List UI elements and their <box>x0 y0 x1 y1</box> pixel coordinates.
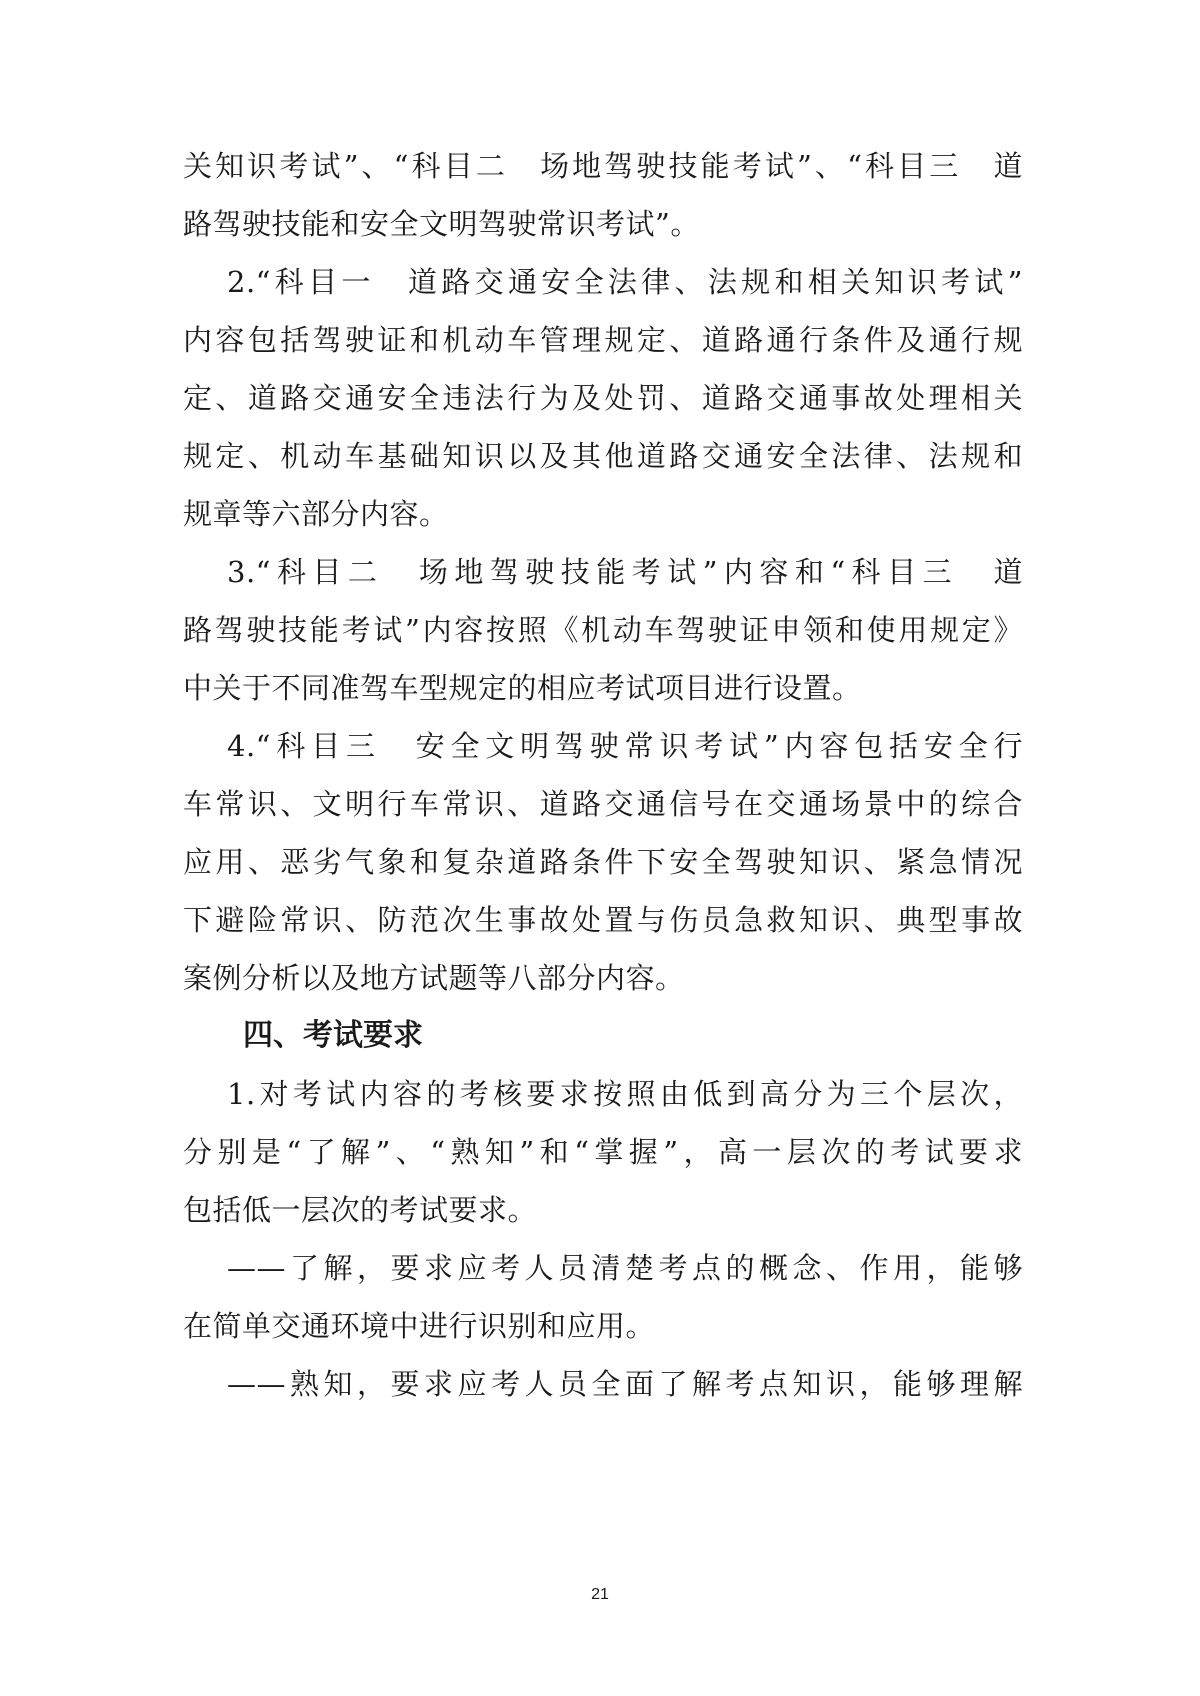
paragraph-2-line-4: 规定、机动车基础知识以及其他道路交通安全法律、法规和 <box>183 439 1023 473</box>
paragraph-3-line-1: 3.“科目二 场地驾驶技能考试”内容和“科目三 道 <box>227 555 1023 589</box>
understand-line-2: 在简单交通环境中进行识别和应用。 <box>183 1309 656 1343</box>
paragraph-4-line-4: 下避险常识、防范次生事故处置与伤员急救知识、典型事故 <box>183 903 1023 937</box>
body-line-2: 路驾驶技能和安全文明驾驶常识考试”。 <box>183 207 700 241</box>
paragraph-3-line-3: 中关于不同准驾车型规定的相应考试项目进行设置。 <box>183 671 862 705</box>
page-number: 21 <box>591 1586 609 1603</box>
paragraph-4-line-5: 案例分析以及地方试题等八部分内容。 <box>183 961 685 995</box>
paragraph-4-line-2: 车常识、文明行车常识、道路交通信号在交通场景中的综合 <box>183 787 1023 821</box>
paragraph-2-line-2: 内容包括驾驶证和机动车管理规定、道路通行条件及通行规 <box>183 323 1023 357</box>
body-line-1: 关知识考试”、“科目二 场地驾驶技能考试”、“科目三 道 <box>183 149 1023 183</box>
familiar-line-1: ——熟知，要求应考人员全面了解考点知识，能够理解 <box>227 1367 1023 1401</box>
understand-line-1: ——了解，要求应考人员清楚考点的概念、作用，能够 <box>227 1251 1023 1285</box>
requirement-line-3: 包括低一层次的考试要求。 <box>183 1193 538 1227</box>
paragraph-2-line-3: 定、道路交通安全违法行为及处罚、道路交通事故处理相关 <box>183 381 1023 415</box>
paragraph-2-line-1: 2.“科目一 道路交通安全法律、法规和相关知识考试” <box>227 265 1023 299</box>
paragraph-3-line-2: 路驾驶技能考试”内容按照《机动车驾驶证申领和使用规定》 <box>183 613 1023 647</box>
requirement-line-1: 1.对考试内容的考核要求按照由低到高分为三个层次， <box>227 1077 1023 1111</box>
paragraph-4-line-3: 应用、恶劣气象和复杂道路条件下安全驾驶知识、紧急情况 <box>183 845 1023 879</box>
paragraph-4-line-1: 4.“科目三 安全文明驾驶常识考试”内容包括安全行 <box>227 729 1023 763</box>
paragraph-2-line-5: 规章等六部分内容。 <box>183 497 449 531</box>
section-heading: 四、考试要求 <box>243 1018 423 1053</box>
requirement-line-2: 分别是“了解”、“熟知”和“掌握”，高一层次的考试要求 <box>183 1135 1023 1169</box>
